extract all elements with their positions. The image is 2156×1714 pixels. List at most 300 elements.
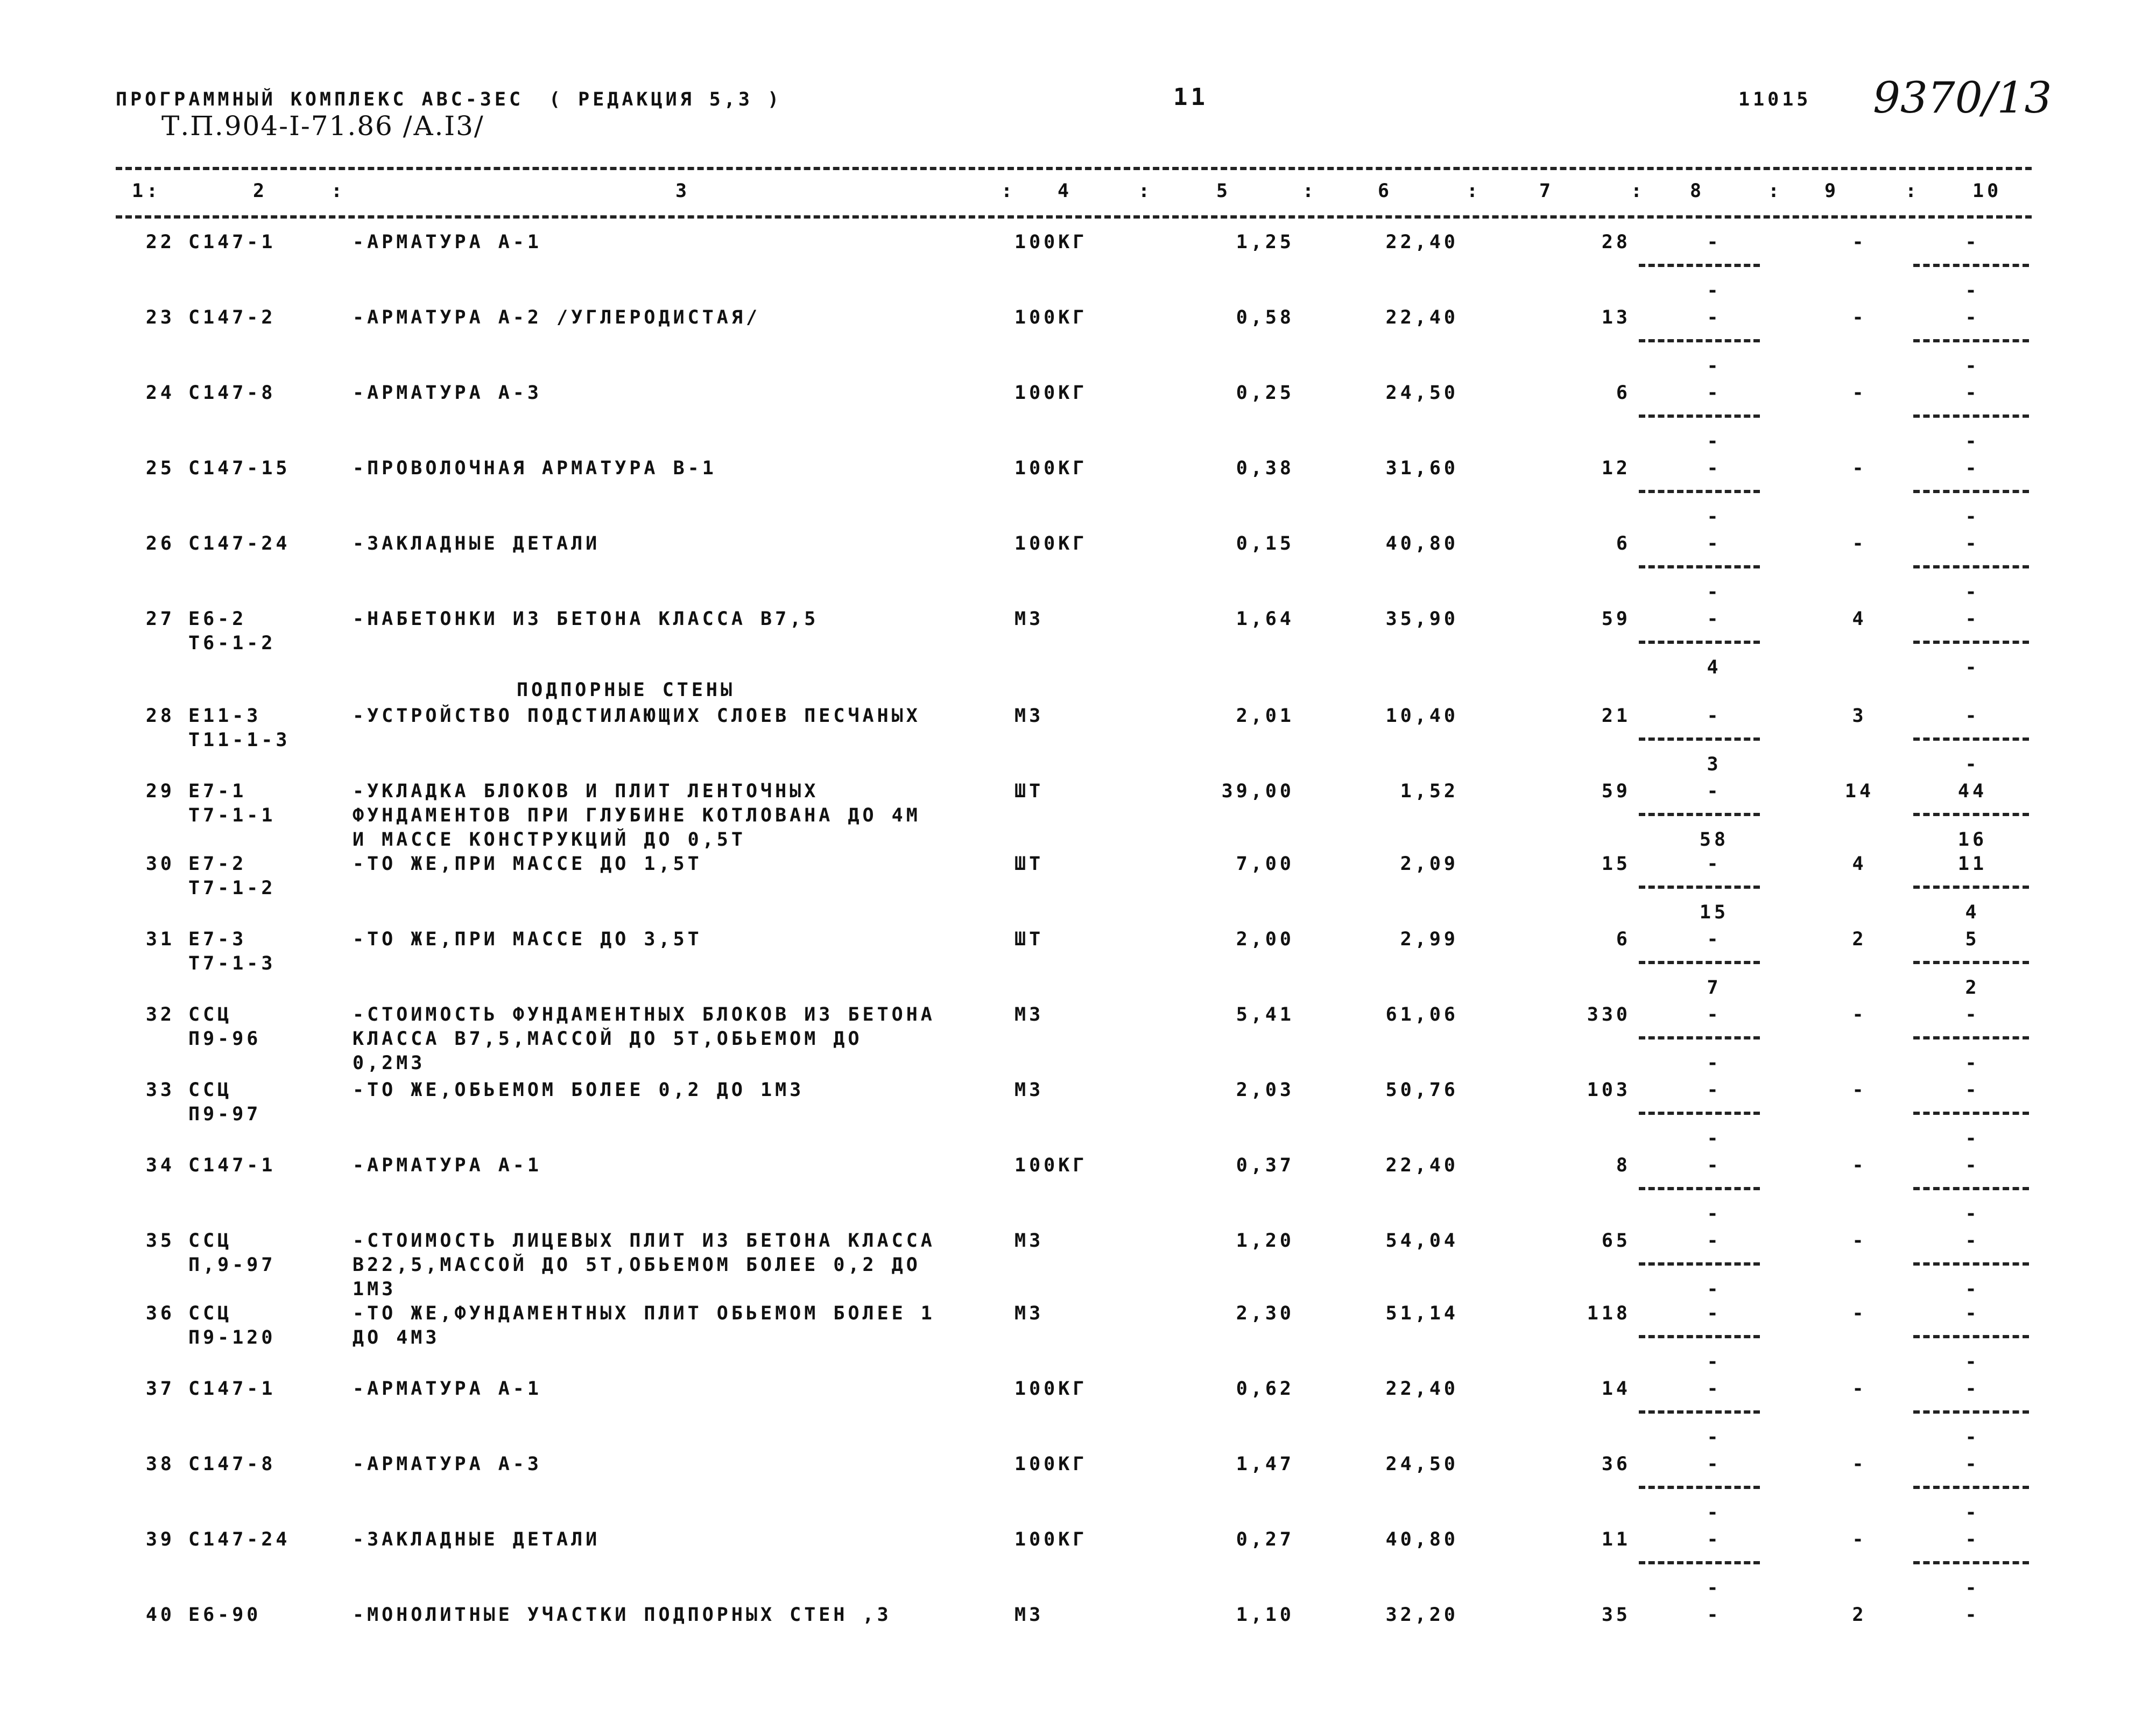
row-col8: -: [1707, 307, 1722, 328]
row-quantity: 2,01: [1236, 705, 1294, 727]
row-total: 6: [1616, 533, 1631, 554]
row-quantity: 2,00: [1236, 929, 1294, 950]
row-col8: -: [1707, 1604, 1722, 1626]
row-col10-sub: 4: [1965, 902, 1980, 923]
row-divider-col8: [1639, 886, 1760, 889]
row-description: -ТО ЖЕ,ФУНДАМЕНТНЫХ ПЛИТ ОБЬЕМОМ БОЛЕЕ 1: [353, 1303, 935, 1324]
header-rule-bottom: [116, 215, 2032, 219]
row-divider-col10: [1913, 1561, 2029, 1564]
row-col8: -: [1707, 1378, 1722, 1400]
row-col10: -: [1965, 533, 1980, 554]
row-quantity: 1,10: [1236, 1604, 1294, 1626]
project-code: Т.П.904-I-71.86 /А.I3/: [161, 110, 484, 142]
row-quantity: 0,38: [1236, 458, 1294, 479]
column-header-3: 3: [675, 180, 691, 202]
row-col8: -: [1707, 705, 1722, 727]
row-col8-sub: -: [1707, 1577, 1722, 1599]
row-col10-sub: -: [1965, 1128, 1980, 1149]
row-col9: 2: [1852, 929, 1867, 950]
row-quantity: 2,30: [1236, 1303, 1294, 1324]
row-description: -ТО ЖЕ,ПРИ МАССЕ ДО 1,5Т: [353, 853, 702, 875]
row-total: 65: [1601, 1230, 1631, 1252]
row-description: 0,2М3: [353, 1052, 426, 1074]
row-col10: -: [1965, 1079, 1980, 1101]
row-code-secondary: Т6-1-2: [188, 633, 276, 654]
row-description: -АРМАТУРА А-3: [353, 382, 542, 404]
row-code: Е6-90: [188, 1604, 262, 1626]
row-total: 8: [1616, 1155, 1631, 1176]
row-description: -АРМАТУРА А-1: [353, 231, 542, 253]
row-unit: 100КГ: [1014, 382, 1088, 404]
row-number: 39: [145, 1529, 175, 1550]
row-number: 32: [145, 1004, 175, 1025]
column-separator: :: [1001, 180, 1016, 202]
row-col9: 4: [1852, 608, 1867, 630]
row-unit: 100КГ: [1014, 1453, 1088, 1475]
row-col10: -: [1965, 382, 1980, 404]
doc-number: 11015: [1738, 89, 1812, 110]
row-col10: -: [1965, 1230, 1980, 1252]
row-number: 27: [145, 608, 175, 630]
row-col8-sub: 4: [1707, 657, 1722, 678]
row-col10-sub: -: [1965, 1502, 1980, 1523]
row-quantity: 1,64: [1236, 608, 1294, 630]
row-divider-col8: [1639, 641, 1760, 644]
row-unit-cost: 22,40: [1385, 1378, 1459, 1400]
row-unit: 100КГ: [1014, 1155, 1088, 1176]
row-number: 22: [145, 231, 175, 253]
row-divider-col8: [1639, 415, 1760, 418]
row-divider-col8: [1639, 813, 1760, 816]
column-header-10: 10: [1972, 180, 2002, 202]
row-divider-col8: [1639, 490, 1760, 493]
row-total: 330: [1587, 1004, 1631, 1025]
row-col8: -: [1707, 1079, 1722, 1101]
edition-label: ( РЕДАКЦИЯ 5,3 ): [549, 89, 783, 110]
row-col8: -: [1707, 1155, 1722, 1176]
row-quantity: 0,62: [1236, 1378, 1294, 1400]
row-col8: -: [1707, 781, 1722, 802]
row-unit-cost: 24,50: [1385, 1453, 1459, 1475]
row-number: 38: [145, 1453, 175, 1475]
row-description: -МОНОЛИТНЫЕ УЧАСТКИ ПОДПОРНЫХ СТЕН ,3: [353, 1604, 892, 1626]
row-divider-col10: [1913, 1036, 2029, 1039]
column-header-4: 4: [1058, 180, 1073, 202]
row-col8-sub: -: [1707, 1427, 1722, 1448]
column-header-8: 8: [1690, 180, 1705, 202]
row-divider-col8: [1639, 737, 1760, 741]
row-divider-col10: [1913, 886, 2029, 889]
column-header-6: 6: [1378, 180, 1393, 202]
row-code-secondary: П9-97: [188, 1104, 262, 1125]
row-col9: 3: [1852, 705, 1867, 727]
row-unit: ШТ: [1014, 781, 1044, 802]
row-col8: -: [1707, 458, 1722, 479]
column-separator: :: [331, 180, 346, 202]
row-quantity: 1,20: [1236, 1230, 1294, 1252]
row-code-secondary: Т11-1-3: [188, 729, 291, 751]
row-code: С147-2: [188, 307, 276, 328]
column-separator: :: [1768, 180, 1783, 202]
row-code: ССЦ: [188, 1303, 232, 1324]
row-col9: -: [1852, 1155, 1867, 1176]
row-col10: 5: [1965, 929, 1980, 950]
row-col10-sub: -: [1965, 1203, 1980, 1225]
row-col8: -: [1707, 608, 1722, 630]
row-code: С147-15: [188, 458, 291, 479]
row-col8: -: [1707, 853, 1722, 875]
row-col8-sub: -: [1707, 1203, 1722, 1225]
row-unit: 100КГ: [1014, 307, 1088, 328]
row-col10-sub: -: [1965, 431, 1980, 452]
row-col9: -: [1852, 307, 1867, 328]
row-col9: -: [1852, 1004, 1867, 1025]
column-separator: :: [1467, 180, 1482, 202]
row-col10-sub: -: [1965, 657, 1980, 678]
row-unit-cost: 40,80: [1385, 533, 1459, 554]
row-quantity: 0,27: [1236, 1529, 1294, 1550]
row-divider-col10: [1913, 1410, 2029, 1414]
row-unit: М3: [1014, 1303, 1044, 1324]
row-code: Е7-2: [188, 853, 247, 875]
row-divider-col8: [1639, 1561, 1760, 1564]
row-unit: 100КГ: [1014, 533, 1088, 554]
row-number: 31: [145, 929, 175, 950]
row-col10: -: [1965, 1529, 1980, 1550]
row-col10-sub: -: [1965, 280, 1980, 301]
row-description: И МАССЕ КОНСТРУКЦИЙ ДО 0,5Т: [353, 829, 746, 851]
row-col9: -: [1852, 458, 1867, 479]
row-divider-col10: [1913, 339, 2029, 342]
row-divider-col10: [1913, 565, 2029, 568]
row-col10: -: [1965, 458, 1980, 479]
row-unit: 100КГ: [1014, 1529, 1088, 1550]
row-description: ДО 4М3: [353, 1327, 440, 1348]
row-unit-cost: 40,80: [1385, 1529, 1459, 1550]
row-code-secondary: П9-96: [188, 1028, 262, 1050]
row-unit-cost: 24,50: [1385, 382, 1459, 404]
row-divider-col8: [1639, 1112, 1760, 1115]
row-col10-sub: -: [1965, 355, 1980, 377]
row-col10: -: [1965, 1303, 1980, 1324]
row-code: Е6-2: [188, 608, 247, 630]
column-separator: :: [1302, 180, 1317, 202]
row-col8: -: [1707, 533, 1722, 554]
row-col9: -: [1852, 1079, 1867, 1101]
row-unit: М3: [1014, 608, 1044, 630]
row-number: 30: [145, 853, 175, 875]
row-total: 59: [1601, 608, 1631, 630]
row-description: -АРМАТУРА А-3: [353, 1453, 542, 1475]
row-quantity: 0,37: [1236, 1155, 1294, 1176]
row-code-secondary: Т7-1-1: [188, 805, 276, 826]
row-description: КЛАССА В7,5,МАССОЙ ДО 5Т,ОБЬЕМОМ ДО: [353, 1028, 863, 1050]
row-unit-cost: 61,06: [1385, 1004, 1459, 1025]
row-number: 23: [145, 307, 175, 328]
row-total: 14: [1601, 1378, 1631, 1400]
row-col10: -: [1965, 231, 1980, 253]
row-description: -ТО ЖЕ,ПРИ МАССЕ ДО 3,5Т: [353, 929, 702, 950]
row-unit: М3: [1014, 1079, 1044, 1101]
row-description: -ЗАКЛАДНЫЕ ДЕТАЛИ: [353, 1529, 601, 1550]
column-header-5: 5: [1216, 180, 1231, 202]
row-code: С147-1: [188, 1378, 276, 1400]
row-divider-col8: [1639, 1335, 1760, 1338]
row-code: С147-8: [188, 1453, 276, 1475]
program-title: ПРОГРАММНЫЙ КОМПЛЕКС АВС-3ЕС: [116, 89, 524, 110]
row-quantity: 0,58: [1236, 307, 1294, 328]
row-description: -УКЛАДКА БЛОКОВ И ПЛИТ ЛЕНТОЧНЫХ: [353, 781, 819, 802]
row-total: 15: [1601, 853, 1631, 875]
row-code: С147-1: [188, 231, 276, 253]
row-unit: 100КГ: [1014, 231, 1088, 253]
row-divider-col8: [1639, 961, 1760, 964]
row-description: В22,5,МАССОЙ ДО 5Т,ОБЬЕМОМ БОЛЕЕ 0,2 ДО: [353, 1254, 921, 1276]
row-unit-cost: 32,20: [1385, 1604, 1459, 1626]
row-col9: -: [1852, 231, 1867, 253]
row-unit: М3: [1014, 705, 1044, 727]
row-divider-col8: [1639, 1486, 1760, 1489]
column-header-9: 9: [1824, 180, 1840, 202]
row-col10-sub: -: [1965, 581, 1980, 603]
row-col8-sub: 7: [1707, 977, 1722, 999]
row-description: -НАБЕТОНКИ ИЗ БЕТОНА КЛАССА В7,5: [353, 608, 819, 630]
row-number: 29: [145, 781, 175, 802]
row-description: -СТОИМОСТЬ ФУНДАМЕНТНЫХ БЛОКОВ ИЗ БЕТОНА: [353, 1004, 935, 1025]
row-total: 103: [1587, 1079, 1631, 1101]
row-unit: М3: [1014, 1230, 1044, 1252]
row-col10-sub: -: [1965, 1351, 1980, 1373]
column-separator: :: [1138, 180, 1153, 202]
row-total: 6: [1616, 382, 1631, 404]
row-col10: -: [1965, 1453, 1980, 1475]
row-quantity: 2,03: [1236, 1079, 1294, 1101]
column-header-2: 2: [253, 180, 268, 202]
row-col8-sub: 3: [1707, 754, 1722, 775]
row-divider-col10: [1913, 1486, 2029, 1489]
row-code: Е7-1: [188, 781, 247, 802]
row-col9: 14: [1844, 781, 1875, 802]
row-total: 12: [1601, 458, 1631, 479]
row-number: 37: [145, 1378, 175, 1400]
row-col8-sub: -: [1707, 1502, 1722, 1523]
row-quantity: 39,00: [1221, 781, 1294, 802]
row-col10: -: [1965, 705, 1980, 727]
row-unit: 100КГ: [1014, 458, 1088, 479]
row-col9: -: [1852, 1378, 1867, 1400]
row-col10-sub: -: [1965, 1577, 1980, 1599]
row-unit-cost: 50,76: [1385, 1079, 1459, 1101]
row-col9: -: [1852, 1230, 1867, 1252]
row-col8-sub: 15: [1699, 902, 1729, 923]
row-divider-col10: [1913, 1262, 2029, 1266]
column-separator: :: [146, 180, 161, 202]
row-col9: -: [1852, 1303, 1867, 1324]
row-unit: М3: [1014, 1604, 1044, 1626]
row-total: 21: [1601, 705, 1631, 727]
row-quantity: 1,25: [1236, 231, 1294, 253]
row-number: 24: [145, 382, 175, 404]
column-separator: :: [1905, 180, 1920, 202]
row-col10-sub: 16: [1957, 829, 1988, 851]
row-unit: ШТ: [1014, 853, 1044, 875]
row-divider-col10: [1913, 264, 2029, 267]
row-quantity: 0,15: [1236, 533, 1294, 554]
header-rule-top: [116, 167, 2032, 170]
row-col10-sub: -: [1965, 1052, 1980, 1074]
row-col8: -: [1707, 1303, 1722, 1324]
row-col9: -: [1852, 533, 1867, 554]
row-code: С147-24: [188, 533, 291, 554]
row-total: 118: [1587, 1303, 1631, 1324]
row-col10-sub: -: [1965, 754, 1980, 775]
row-divider-col10: [1913, 415, 2029, 418]
row-description: -АРМАТУРА А-1: [353, 1155, 542, 1176]
row-code-secondary: Т7-1-3: [188, 953, 276, 974]
row-unit: 100КГ: [1014, 1378, 1088, 1400]
row-divider-col8: [1639, 1187, 1760, 1190]
row-col8: -: [1707, 231, 1722, 253]
row-unit-cost: 35,90: [1385, 608, 1459, 630]
row-description: -ЗАКЛАДНЫЕ ДЕТАЛИ: [353, 533, 601, 554]
row-col8-sub: -: [1707, 1128, 1722, 1149]
row-description: -ТО ЖЕ,ОБЬЕМОМ БОЛЕЕ 0,2 ДО 1М3: [353, 1079, 805, 1101]
row-col10-sub: -: [1965, 1427, 1980, 1448]
row-divider-col10: [1913, 641, 2029, 644]
row-code-secondary: Т7-1-2: [188, 877, 276, 899]
row-divider-col8: [1639, 565, 1760, 568]
row-col9: -: [1852, 1453, 1867, 1475]
row-code: ССЦ: [188, 1079, 232, 1101]
row-quantity: 5,41: [1236, 1004, 1294, 1025]
page-number: 11: [1173, 83, 1208, 111]
row-unit-cost: 22,40: [1385, 1155, 1459, 1176]
row-number: 40: [145, 1604, 175, 1626]
row-code: Е7-3: [188, 929, 247, 950]
row-unit-cost: 22,40: [1385, 231, 1459, 253]
row-description: -АРМАТУРА А-1: [353, 1378, 542, 1400]
row-col8-sub: 58: [1699, 829, 1729, 851]
row-code: Е11-3: [188, 705, 262, 727]
handwritten-number: 9370/13: [1873, 73, 2052, 123]
row-col10: -: [1965, 1378, 1980, 1400]
row-col8-sub: -: [1707, 431, 1722, 452]
row-code: С147-8: [188, 382, 276, 404]
row-code: ССЦ: [188, 1004, 232, 1025]
row-quantity: 7,00: [1236, 853, 1294, 875]
row-col8: -: [1707, 1004, 1722, 1025]
row-col8: -: [1707, 1230, 1722, 1252]
row-number: 26: [145, 533, 175, 554]
row-description: -АРМАТУРА А-2 /УГЛЕРОДИСТАЯ/: [353, 307, 761, 328]
row-divider-col8: [1639, 339, 1760, 342]
row-divider-col10: [1913, 737, 2029, 741]
row-divider-col10: [1913, 1187, 2029, 1190]
column-separator: :: [1631, 180, 1646, 202]
row-col10: -: [1965, 1604, 1980, 1626]
row-total: 13: [1601, 307, 1631, 328]
row-description: -УСТРОЙСТВО ПОДСТИЛАЮЩИХ СЛОЕВ ПЕСЧАНЫХ: [353, 705, 921, 727]
row-col8-sub: -: [1707, 506, 1722, 528]
row-col8-sub: -: [1707, 1351, 1722, 1373]
row-col10: 11: [1957, 853, 1988, 875]
row-code: ССЦ: [188, 1230, 232, 1252]
row-col10: -: [1965, 1004, 1980, 1025]
row-col8-sub: -: [1707, 1052, 1722, 1074]
row-unit-cost: 22,40: [1385, 307, 1459, 328]
row-number: 35: [145, 1230, 175, 1252]
row-total: 6: [1616, 929, 1631, 950]
row-divider-col8: [1639, 1036, 1760, 1039]
row-col8-sub: -: [1707, 280, 1722, 301]
row-number: 28: [145, 705, 175, 727]
row-code-secondary: П,9-97: [188, 1254, 276, 1276]
row-unit-cost: 2,09: [1400, 853, 1459, 875]
row-col10: 44: [1957, 781, 1988, 802]
row-unit-cost: 54,04: [1385, 1230, 1459, 1252]
row-total: 35: [1601, 1604, 1631, 1626]
row-col9: -: [1852, 382, 1867, 404]
section-heading: ПОДПОРНЫЕ СТЕНЫ: [517, 679, 736, 701]
row-col8: -: [1707, 929, 1722, 950]
row-unit-cost: 10,40: [1385, 705, 1459, 727]
row-unit-cost: 1,52: [1400, 781, 1459, 802]
row-col8-sub: -: [1707, 581, 1722, 603]
row-unit: ШТ: [1014, 929, 1044, 950]
row-number: 25: [145, 458, 175, 479]
row-col9: -: [1852, 1529, 1867, 1550]
row-col8: -: [1707, 382, 1722, 404]
row-total: 36: [1601, 1453, 1631, 1475]
row-code-secondary: П9-120: [188, 1327, 276, 1348]
row-divider-col8: [1639, 264, 1760, 267]
row-total: 59: [1601, 781, 1631, 802]
row-quantity: 0,25: [1236, 382, 1294, 404]
row-description: -ПРОВОЛОЧНАЯ АРМАТУРА В-1: [353, 458, 717, 479]
row-col10: -: [1965, 608, 1980, 630]
row-unit-cost: 2,99: [1400, 929, 1459, 950]
row-number: 34: [145, 1155, 175, 1176]
row-divider-col10: [1913, 1335, 2029, 1338]
row-unit-cost: 51,14: [1385, 1303, 1459, 1324]
row-description: 1М3: [353, 1279, 397, 1300]
row-col10-sub: -: [1965, 506, 1980, 528]
row-col8-sub: -: [1707, 1279, 1722, 1300]
row-number: 36: [145, 1303, 175, 1324]
row-divider-col10: [1913, 1112, 2029, 1115]
row-col8: -: [1707, 1529, 1722, 1550]
row-total: 11: [1601, 1529, 1631, 1550]
row-divider-col10: [1913, 490, 2029, 493]
row-code: С147-24: [188, 1529, 291, 1550]
row-divider-col8: [1639, 1262, 1760, 1266]
row-col10-sub: 2: [1965, 977, 1980, 999]
row-col8-sub: -: [1707, 355, 1722, 377]
row-col8: -: [1707, 1453, 1722, 1475]
row-description: ФУНДАМЕНТОВ ПРИ ГЛУБИНЕ КОТЛОВАНА ДО 4М: [353, 805, 921, 826]
row-col9: 2: [1852, 1604, 1867, 1626]
row-divider-col10: [1913, 813, 2029, 816]
row-divider-col8: [1639, 1410, 1760, 1414]
row-quantity: 1,47: [1236, 1453, 1294, 1475]
row-unit: М3: [1014, 1004, 1044, 1025]
column-header-7: 7: [1539, 180, 1554, 202]
row-total: 28: [1601, 231, 1631, 253]
row-divider-col10: [1913, 961, 2029, 964]
row-number: 33: [145, 1079, 175, 1101]
row-description: -СТОИМОСТЬ ЛИЦЕВЫХ ПЛИТ ИЗ БЕТОНА КЛАССА: [353, 1230, 935, 1252]
row-unit-cost: 31,60: [1385, 458, 1459, 479]
